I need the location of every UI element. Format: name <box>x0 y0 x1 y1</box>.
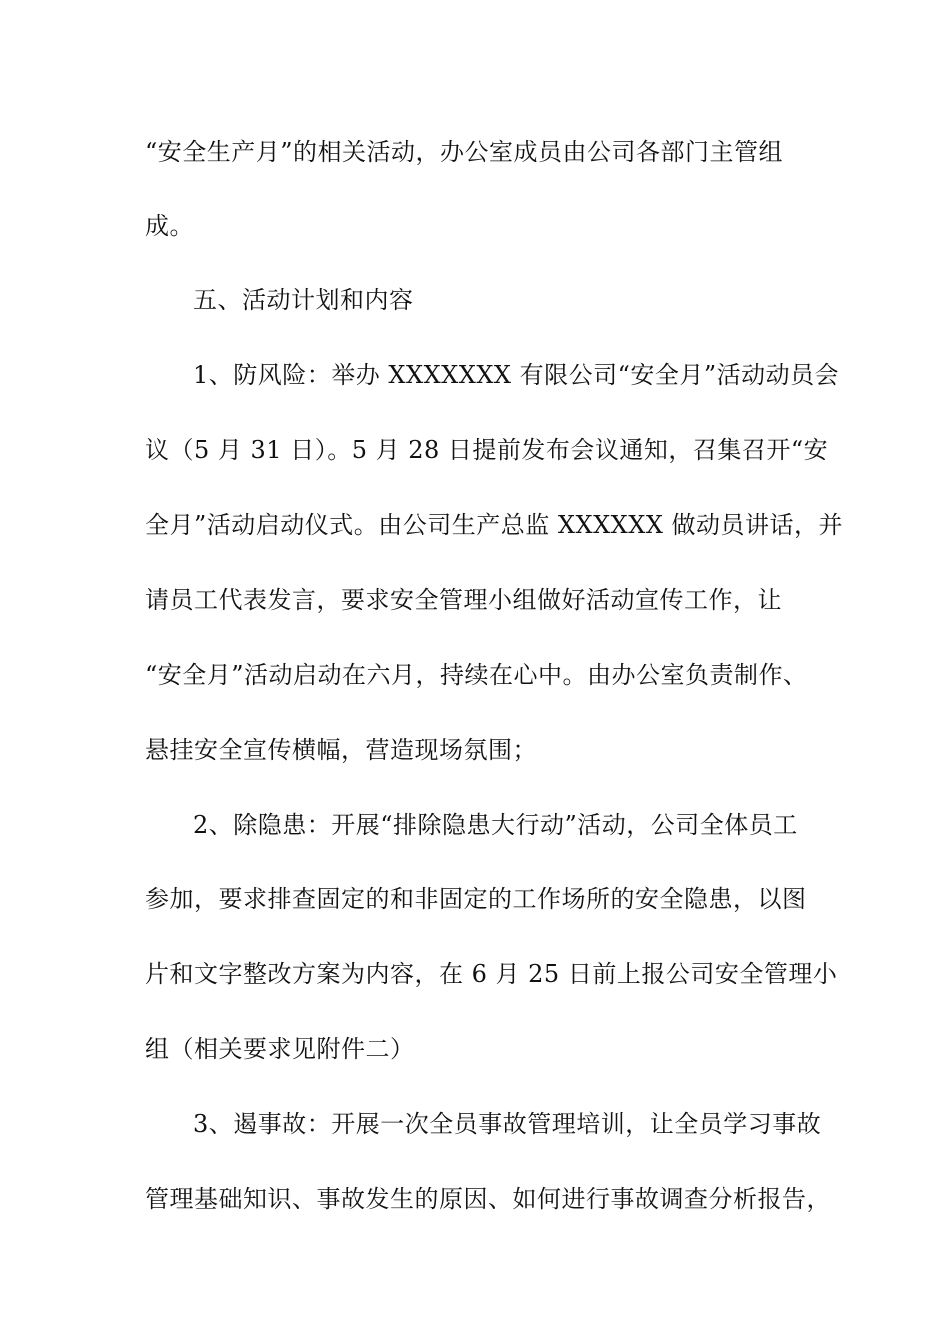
text-line: 片和文字整改方案为内容，在 6 月 25 日前上报公司安全管理小 <box>145 960 838 988</box>
text-line: 请员工代表发言，要求安全管理小组做好活动宣传工作，让 <box>145 586 782 614</box>
text-line: 3、遏事故：开展一次全员事故管理培训，让全员学习事故 <box>193 1110 822 1138</box>
section-heading: 五、活动计划和内容 <box>193 286 414 314</box>
text-line: 议（5 月 31 日）。5 月 28 日提前发布会议通知，召集召开“安 <box>145 436 829 464</box>
text-line: “安全生产月”的相关活动，办公室成员由公司各部门主管组 <box>145 138 784 166</box>
text-line: 组（相关要求见附件二） <box>145 1035 415 1063</box>
text-line: 参加，要求排查固定的和非固定的工作场所的安全隐患，以图 <box>145 885 807 913</box>
text-line: 成。 <box>145 212 194 240</box>
text-line: “安全月”活动启动在六月，持续在心中。由办公室负责制作、 <box>145 661 808 689</box>
text-line: 全月”活动启动仪式。由公司生产总监 XXXXXX 做动员讲话，并 <box>145 511 844 539</box>
text-line: 2、除隐患：开展“排除隐患大行动”活动，公司全体员工 <box>193 811 798 839</box>
text-line: 管理基础知识、事故发生的原因、如何进行事故调查分析报告， <box>145 1185 831 1213</box>
text-line: 悬挂安全宣传横幅，营造现场氛围； <box>145 736 537 764</box>
text-line: 1、防风险：举办 XXXXXXX 有限公司“安全月”活动动员会 <box>193 361 840 389</box>
